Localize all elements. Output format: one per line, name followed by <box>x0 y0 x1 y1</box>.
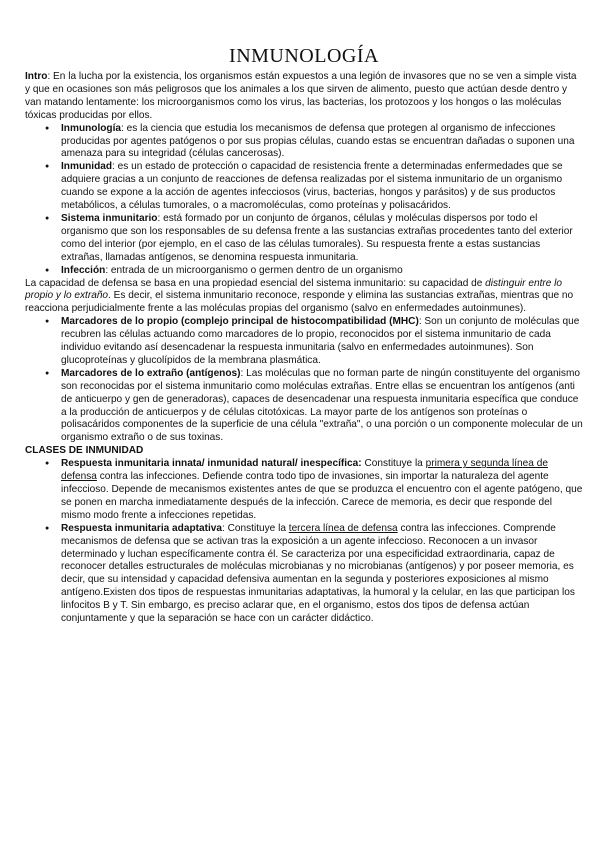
class-underline: primera y segunda línea de defensa <box>61 458 548 483</box>
class-text: contra las infecciones. Comprende mecanismos de defensa que se activan tras la exposición a un agente infeccioso. Reconocen a un invasor determinado y luchan específicamente contra él. Se caracteriza por una especificidad extraordinaria, capaz de reconocer detalles estructurales de moléculas microbianas y no microbianas (antígenos) y por poseer memoria, es decir, que su intensidad y capacidad defensiva aumentan en la segunda y posteriores exposiciones al mismo antígeno.Existen dos tipos de respuestas inmunitarias adaptativas, la humoral y la celular, en las que participan los linfocitos B y T. Sin embargo, es preciso aclarar que, en el organismo, estos dos tipos de defensa actúan conjuntamente y que la separación se hace con un carácter didáctico. <box>61 522 575 625</box>
definition-text: : es un estado de protección o capacidad de resistencia frente a determinadas enfermedades que se adquiere gracias a un conjunto de reacciones de defensa realizadas por el sistema inmunitario de un organismo cuando se expone a la acción de agentes infecciosos (virus, bacterias, hongos y parásitos) y de sus productos metabólicos, a células tumorales, o a macromoléculas, como proteínas y polisacáridos. <box>61 161 563 212</box>
definition-item <box>25 213 583 265</box>
intro-paragraph <box>25 71 583 123</box>
class-item-adaptive <box>25 523 583 626</box>
definition-term: Sistema inmunitario <box>61 212 158 224</box>
definition-text: : entrada de un microorganismo o germen dentro de un organismo <box>105 264 403 276</box>
definitions-list <box>25 123 583 278</box>
marker-term: Marcadores de lo propio (complejo principal de histocompatibilidad (MHC) <box>61 316 419 328</box>
definition-item <box>25 265 583 278</box>
definition-item <box>25 161 583 213</box>
page-title: INMUNOLOGÍA <box>229 45 379 67</box>
definition-term: Inmunidad <box>61 161 113 173</box>
class-underline: tercera línea de defensa <box>288 522 398 534</box>
classes-list <box>25 458 583 626</box>
class-term: Respuesta inmunitaria adaptativa <box>61 522 222 534</box>
marker-text: : Las moléculas que no forman parte de ningún constituyente del organismo son reconocidas por el sistema inmunitario como moléculas extrañas. Entre ellas se encuentran los antígenos (anti de anticuerpo y gen de generadoras), capaces de desencadenar una respuesta inmunitaria específica que conduce a la producción de anticuerpos y de células citotóxicas. La mayor parte de los antígenos son proteínas o polisacáridos componentes de la superficie de una célula "extraña", o una porción o un componente molecular de un organismo extraño o de sus toxinas. <box>61 367 583 444</box>
definition-item <box>25 123 583 162</box>
definition-term: Inmunología <box>61 122 121 134</box>
class-pre: : Constituye la <box>222 522 289 534</box>
definition-text: : es la ciencia que estudia los mecanismos de defensa que protegen al organismo de infecciones producidas por agentes patógenos o por sus propias células, cuando estas se encuentran dañadas o suponen una amenaza para su integridad (células cancerosas). <box>61 122 575 160</box>
definition-text: : está formado por un conjunto de órganos, células y moléculas dispersos por todo el organismo que son los responsables de su defensa frente a las sustancias extrañas procedentes tanto del exterior como del interior (por ejemplo, en el caso de las células tumorales). Su respuesta frente a estas sustancias extrañas, llamadas antígenos, se denomina respuesta inmunitaria. <box>61 212 573 263</box>
class-pre: Constituye la <box>361 458 426 470</box>
intro-text: : En la lucha por la existencia, los organismos están expuestos a una legión de invasores que no se ven a simple vista y que en ocasiones son más peligrosos que los animales a los que sirven de alimento, puesto que actúan desde dentro y van matando lentamente: los microorganismos como los virus, las bacterias, los protozoos y los hongos o las moléculas tóxicas producidas por ellos. <box>25 71 577 121</box>
markers-list <box>25 316 583 445</box>
defense-text-before: La capacidad de defensa se basa en una propiedad esencial del sistema inmunitario: su capacidad de <box>25 277 486 289</box>
intro-label: Intro <box>25 71 48 82</box>
defense-paragraph <box>25 278 583 317</box>
class-term: Respuesta inmunitaria innata/ inmunidad natural/ inespecífica: <box>61 458 362 470</box>
marker-item <box>25 316 583 368</box>
classes-heading: CLASES DE INMUNIDAD <box>25 445 144 457</box>
definition-term: Infección <box>61 264 106 276</box>
marker-text: : Son un conjunto de moléculas que recubren las células actuando como marcadores de lo propio, reconocidos por el sistema inmunitario de cada individuo evitando así desencadenar la respuesta inmunitaria (salvo en enfermedades autoinmunes). Son glucoproteínas y glucolípidos de la membrana plasmática. <box>61 316 580 366</box>
marker-term: Marcadores de lo extraño (antígenos) <box>61 367 241 379</box>
defense-italic: distinguir entre lo propio y lo extraño <box>25 277 563 302</box>
defense-text-after: . Es decir, el sistema inmunitario reconoce, responde y elimina las sustancias extrañas, mientras que no reacciona perjudicialmente frente a las moléculas propias del organismo (salvo en enfermedades autoinmunes). <box>25 290 574 315</box>
marker-item <box>25 368 583 445</box>
document-page <box>25 44 583 626</box>
class-item-innate <box>25 458 583 523</box>
class-text: contra las infecciones. Defiende contra todo tipo de invasiones, sin importar la naturaleza del agente infeccioso. Depende de mecanismos existentes antes de que se produzca el encuentro con el agente patógeno, que se ponen en marcha inmediatamente después de la infección. Carece de memoria, es decir que responde del mismo modo frente a infecciones repetidas. <box>61 471 583 521</box>
